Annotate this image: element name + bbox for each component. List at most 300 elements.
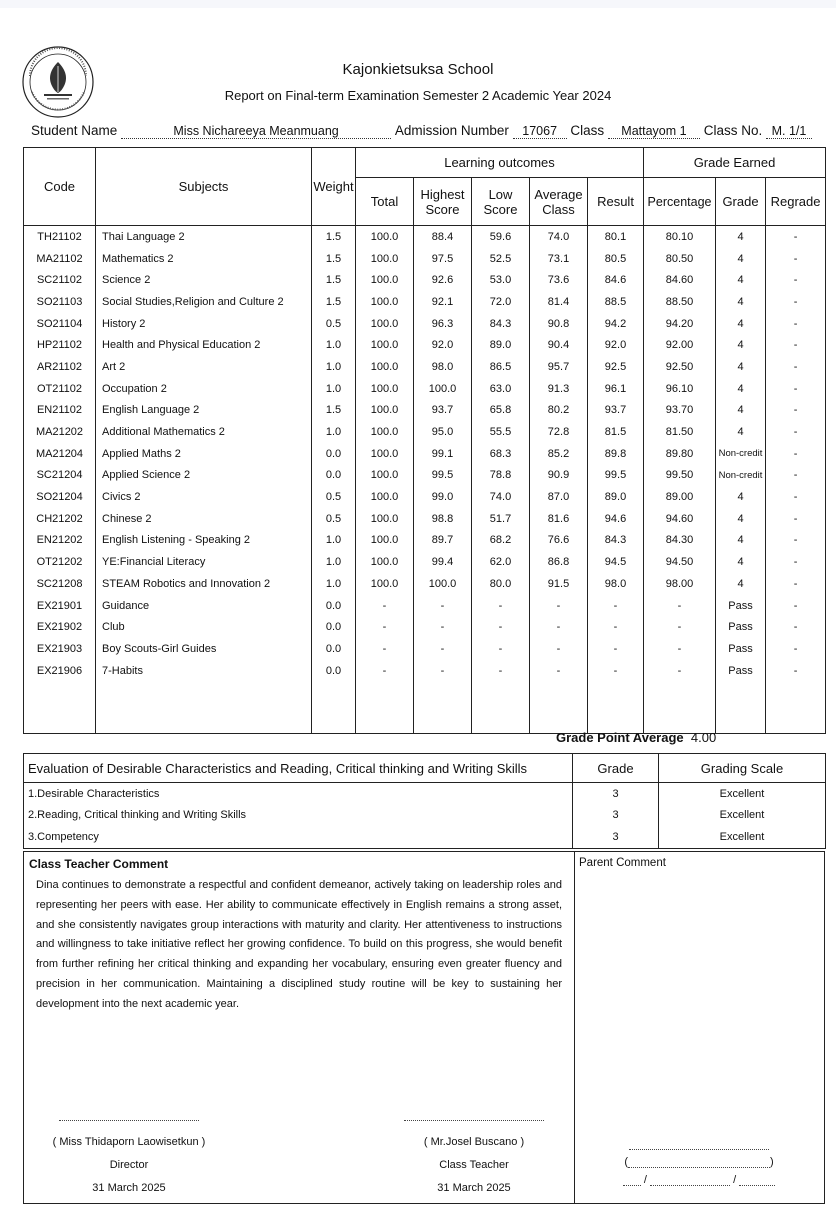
subject-result: 89.8 [588, 443, 644, 465]
admission-number-label: Admission Number [394, 123, 509, 138]
evaluation-scale-header: Grading Scale [659, 754, 826, 783]
subject-grade: 4 [716, 313, 766, 335]
teacher-comment-box [24, 852, 575, 1203]
school-name: Kajonkietsuksa School [342, 61, 494, 78]
gpa-label: Grade Point Average [556, 730, 684, 745]
subject-average: 90.9 [530, 465, 588, 487]
subject-result: 96.1 [588, 378, 644, 400]
director-date: 31 March 2025 [92, 1182, 166, 1194]
subject-highest: 100.0 [414, 378, 472, 400]
subject-grade: 4 [716, 486, 766, 508]
subject-average: 90.4 [530, 334, 588, 356]
subject-total: 100.0 [356, 269, 414, 291]
subject-low: - [472, 638, 530, 660]
col-result: Result [588, 178, 644, 226]
subject-name: 7-Habits [96, 660, 312, 682]
subject-highest: 99.0 [414, 486, 472, 508]
subject-result: - [588, 595, 644, 617]
subject-result: 80.5 [588, 248, 644, 270]
subject-highest: 97.5 [414, 248, 472, 270]
subject-name: Civics 2 [96, 486, 312, 508]
subject-weight: 0.0 [312, 638, 356, 660]
subject-weight: 1.5 [312, 400, 356, 422]
subject-total: 100.0 [356, 378, 414, 400]
subject-highest: - [414, 660, 472, 682]
teacher-comment-title: Class Teacher Comment [29, 857, 169, 871]
col-code: Code [24, 148, 96, 226]
subject-highest: 92.1 [414, 291, 472, 313]
subject-code: EX21906 [24, 660, 96, 682]
empty-cell [24, 681, 96, 734]
student-name-value: Miss Nichareeya Meanmuang [121, 124, 391, 139]
subject-percentage: - [644, 595, 716, 617]
subject-percentage: 89.00 [644, 486, 716, 508]
subject-total: 100.0 [356, 356, 414, 378]
subject-average: 73.1 [530, 248, 588, 270]
subject-row [24, 226, 826, 248]
evaluation-item: 3.Competency [24, 826, 573, 848]
subject-weight: 0.0 [312, 660, 356, 682]
subject-weight: 0.5 [312, 313, 356, 335]
subject-name: STEAM Robotics and Innovation 2 [96, 573, 312, 595]
subject-percentage: 81.50 [644, 421, 716, 443]
grades-table [23, 147, 826, 734]
subject-name: Thai Language 2 [96, 226, 312, 248]
parent-date-month-line [650, 1185, 730, 1186]
subject-regrade: - [766, 443, 826, 465]
subject-total: 100.0 [356, 443, 414, 465]
subject-percentage: - [644, 638, 716, 660]
subject-weight: 0.0 [312, 443, 356, 465]
subject-average: 91.3 [530, 378, 588, 400]
subject-row [24, 334, 826, 356]
subject-row [24, 660, 826, 682]
parent-signature [614, 1138, 784, 1192]
col-percentage: Percentage [644, 178, 716, 226]
col-grade: Grade [716, 178, 766, 226]
empty-cell [414, 681, 472, 734]
learning-outcomes-header: Learning outcomes [356, 148, 644, 178]
director-role: Director [109, 1159, 149, 1171]
subject-percentage: 92.50 [644, 356, 716, 378]
col-regrade: Regrade [766, 178, 826, 226]
subject-row [24, 443, 826, 465]
subject-total: 100.0 [356, 226, 414, 248]
subject-result: - [588, 638, 644, 660]
empty-cell [716, 681, 766, 734]
subject-grade: 4 [716, 551, 766, 573]
subject-percentage: - [644, 660, 716, 682]
subject-percentage: - [644, 616, 716, 638]
subject-row [24, 291, 826, 313]
subject-weight: 1.5 [312, 248, 356, 270]
subject-average: 81.4 [530, 291, 588, 313]
subject-weight: 0.5 [312, 486, 356, 508]
subject-percentage: 89.80 [644, 443, 716, 465]
evaluation-grade: 3 [573, 826, 659, 848]
subject-result: 80.1 [588, 226, 644, 248]
subject-highest: 99.1 [414, 443, 472, 465]
teacher-date: 31 March 2025 [437, 1182, 511, 1194]
empty-cell [644, 681, 716, 734]
parent-date-day-line [623, 1185, 641, 1186]
subject-highest: 92.0 [414, 334, 472, 356]
subject-name: Occupation 2 [96, 378, 312, 400]
subject-total: 100.0 [356, 486, 414, 508]
subject-name: YE:Financial Literacy [96, 551, 312, 573]
subject-grade: Non-credit [716, 443, 766, 465]
subject-highest: 93.7 [414, 400, 472, 422]
subject-code: EN21102 [24, 400, 96, 422]
subject-low: 62.0 [472, 551, 530, 573]
subject-weight: 1.5 [312, 226, 356, 248]
subject-row [24, 465, 826, 487]
subject-weight: 1.0 [312, 551, 356, 573]
subject-average: 90.8 [530, 313, 588, 335]
subject-percentage: 84.60 [644, 269, 716, 291]
subject-grade: Pass [716, 616, 766, 638]
director-signature-line [59, 1120, 199, 1121]
subject-percentage: 98.00 [644, 573, 716, 595]
subject-highest: 100.0 [414, 573, 472, 595]
subject-name: English Listening - Speaking 2 [96, 530, 312, 552]
subject-total: 100.0 [356, 573, 414, 595]
subject-regrade: - [766, 356, 826, 378]
teacher-role: Class Teacher [439, 1159, 509, 1171]
empty-cell [472, 681, 530, 734]
empty-cell [766, 681, 826, 734]
subject-code: SC21208 [24, 573, 96, 595]
subject-row [24, 248, 826, 270]
subject-result: 89.0 [588, 486, 644, 508]
subject-weight: 1.0 [312, 421, 356, 443]
subject-low: - [472, 595, 530, 617]
subject-code: MA21204 [24, 443, 96, 465]
subject-name: Science 2 [96, 269, 312, 291]
subject-code: MA21102 [24, 248, 96, 270]
subject-percentage: 93.70 [644, 400, 716, 422]
subject-average: - [530, 638, 588, 660]
subject-low: 55.5 [472, 421, 530, 443]
col-total: Total [356, 178, 414, 226]
subject-highest: 98.0 [414, 356, 472, 378]
subject-weight: 1.0 [312, 573, 356, 595]
subject-average: 81.6 [530, 508, 588, 530]
evaluation-row [24, 826, 826, 848]
subject-result: 98.0 [588, 573, 644, 595]
subject-average: - [530, 595, 588, 617]
subject-total: 100.0 [356, 334, 414, 356]
subject-grade: 4 [716, 508, 766, 530]
subject-highest: 96.3 [414, 313, 472, 335]
admission-number-value: 17067 [513, 124, 567, 139]
evaluation-grade-header: Grade [573, 754, 659, 783]
subject-weight: 1.0 [312, 334, 356, 356]
subject-name: Additional Mathematics 2 [96, 421, 312, 443]
parent-date-sep-2: / [733, 1174, 737, 1186]
subject-weight: 0.0 [312, 465, 356, 487]
subject-regrade: - [766, 508, 826, 530]
subject-code: TH21102 [24, 226, 96, 248]
subject-name: Applied Maths 2 [96, 443, 312, 465]
parent-signature-line [629, 1149, 769, 1150]
subject-name: Club [96, 616, 312, 638]
subject-total: 100.0 [356, 551, 414, 573]
subject-low: 51.7 [472, 508, 530, 530]
subject-code: SC21102 [24, 269, 96, 291]
subject-row [24, 400, 826, 422]
subject-name: Social Studies,Religion and Culture 2 [96, 291, 312, 313]
col-weight: Weight [312, 148, 356, 226]
subject-grade: 4 [716, 248, 766, 270]
subject-low: 80.0 [472, 573, 530, 595]
subject-code: SO21104 [24, 313, 96, 335]
subject-grade: Pass [716, 595, 766, 617]
parent-paren-close: ) [770, 1156, 774, 1168]
subject-percentage: 94.20 [644, 313, 716, 335]
subject-average: - [530, 616, 588, 638]
gpa-value: 4.00 [690, 730, 717, 745]
grade-earned-header: Grade Earned [644, 148, 826, 178]
subject-percentage: 88.50 [644, 291, 716, 313]
subject-row [24, 595, 826, 617]
subject-average: 91.5 [530, 573, 588, 595]
empty-row [24, 681, 826, 734]
subject-regrade: - [766, 378, 826, 400]
subject-total: 100.0 [356, 313, 414, 335]
subject-grade: 4 [716, 530, 766, 552]
subject-grade: 4 [716, 421, 766, 443]
report-title: Report on Final-term Examination Semester 2 Academic Year 2024 [224, 88, 612, 103]
school-logo [22, 46, 94, 118]
subject-weight: 1.0 [312, 378, 356, 400]
subject-highest: - [414, 616, 472, 638]
subject-total: 100.0 [356, 530, 414, 552]
subject-weight: 1.0 [312, 356, 356, 378]
subject-name: English Language 2 [96, 400, 312, 422]
subject-weight: 0.0 [312, 595, 356, 617]
subject-total: - [356, 660, 414, 682]
subject-code: EX21902 [24, 616, 96, 638]
subject-regrade: - [766, 530, 826, 552]
subject-name: Applied Science 2 [96, 465, 312, 487]
subject-code: MA21202 [24, 421, 96, 443]
subject-grade: 4 [716, 400, 766, 422]
parent-name-line [628, 1167, 770, 1168]
subject-average: - [530, 660, 588, 682]
subject-row [24, 313, 826, 335]
subject-row [24, 486, 826, 508]
subject-code: OT21202 [24, 551, 96, 573]
subject-name: Boy Scouts-Girl Guides [96, 638, 312, 660]
col-low-score: Low Score [472, 178, 530, 226]
subject-row [24, 378, 826, 400]
subject-regrade: - [766, 465, 826, 487]
subject-row [24, 616, 826, 638]
teacher-name: ( Mr.Josel Buscano ) [423, 1136, 525, 1148]
teacher-signature-line [404, 1120, 544, 1121]
subject-average: 76.6 [530, 530, 588, 552]
col-subjects: Subjects [96, 148, 312, 226]
subject-average: 72.8 [530, 421, 588, 443]
teacher-signature [394, 1120, 554, 1200]
subject-total: 100.0 [356, 465, 414, 487]
student-info [31, 123, 822, 139]
parent-comment-box [574, 852, 824, 1203]
report-card [0, 8, 836, 1215]
subject-result: 92.5 [588, 356, 644, 378]
parent-date-sep-1: / [643, 1174, 647, 1186]
subject-result: 93.7 [588, 400, 644, 422]
subject-row [24, 269, 826, 291]
teacher-comment-text: Dina continues to demonstrate a respectful and confident demeanor, actively taking on leadership roles and representing her peers with ease. Her ability to communicate effectively in English remains a strong asset, and she consistently navigates group interactions with maturity and clarity. Her attentiveness to instructions and willingness to take initiative reflect her growing confidence. To build on this progress, she would benefit from further refining her critical thinking and expanding her vocabulary, ensuring even greater fluency and precision in her communication. Maintaining a disciplined study routine will be key to sustaining her development into the next academic year. [36, 879, 562, 1010]
subject-low: - [472, 616, 530, 638]
subject-grade: 4 [716, 269, 766, 291]
subject-low: 53.0 [472, 269, 530, 291]
parent-date-year-line [739, 1185, 775, 1186]
subject-percentage: 94.60 [644, 508, 716, 530]
subject-row [24, 530, 826, 552]
subject-highest: 92.6 [414, 269, 472, 291]
empty-cell [530, 681, 588, 734]
subject-name: Art 2 [96, 356, 312, 378]
subject-weight: 1.5 [312, 291, 356, 313]
subject-grade: Non-credit [716, 465, 766, 487]
subject-weight: 1.5 [312, 269, 356, 291]
subject-low: 65.8 [472, 400, 530, 422]
subject-result: 92.0 [588, 334, 644, 356]
student-name-label: Student Name [31, 123, 118, 138]
subject-regrade: - [766, 421, 826, 443]
subject-percentage: 96.10 [644, 378, 716, 400]
subject-weight: 0.5 [312, 508, 356, 530]
subject-grade: 4 [716, 378, 766, 400]
subject-low: 63.0 [472, 378, 530, 400]
subject-regrade: - [766, 269, 826, 291]
subject-code: SO21103 [24, 291, 96, 313]
subject-total: 100.0 [356, 508, 414, 530]
subject-total: 100.0 [356, 400, 414, 422]
subject-average: 80.2 [530, 400, 588, 422]
subject-average: 85.2 [530, 443, 588, 465]
subject-weight: 0.0 [312, 616, 356, 638]
subject-result: 81.5 [588, 421, 644, 443]
col-highest-score: Highest Score [414, 178, 472, 226]
director-name: ( Miss Thidaporn Laowisetkun ) [52, 1136, 206, 1148]
subject-code: HP21102 [24, 334, 96, 356]
subject-regrade: - [766, 638, 826, 660]
subject-code: SO21204 [24, 486, 96, 508]
subject-code: SC21204 [24, 465, 96, 487]
subject-regrade: - [766, 551, 826, 573]
subject-regrade: - [766, 400, 826, 422]
subject-total: 100.0 [356, 421, 414, 443]
empty-cell [96, 681, 312, 734]
comments-section [23, 851, 825, 1204]
subject-highest: 99.4 [414, 551, 472, 573]
subject-name: History 2 [96, 313, 312, 335]
parent-paren-open: ( [624, 1156, 628, 1168]
subject-low: 84.3 [472, 313, 530, 335]
subject-row [24, 638, 826, 660]
evaluation-header: Evaluation of Desirable Characteristics and Reading, Critical thinking and Writing Skills [24, 754, 573, 783]
class-no-value: M. 1/1 [766, 124, 812, 139]
subject-regrade: - [766, 616, 826, 638]
subject-highest: 89.7 [414, 530, 472, 552]
parent-comment-title: Parent Comment [579, 857, 666, 869]
subject-highest: 99.5 [414, 465, 472, 487]
subject-code: OT21102 [24, 378, 96, 400]
evaluation-scale: Excellent [659, 805, 826, 827]
subject-result: 88.5 [588, 291, 644, 313]
subject-highest: - [414, 595, 472, 617]
subject-name: Guidance [96, 595, 312, 617]
subject-result: 99.5 [588, 465, 644, 487]
subject-percentage: 99.50 [644, 465, 716, 487]
evaluation-grade: 3 [573, 805, 659, 827]
subject-regrade: - [766, 573, 826, 595]
class-value: Mattayom 1 [608, 124, 700, 139]
subject-result: 94.6 [588, 508, 644, 530]
subject-row [24, 421, 826, 443]
subject-result: - [588, 660, 644, 682]
grades-body [24, 226, 826, 734]
subject-regrade: - [766, 334, 826, 356]
subject-percentage: 84.30 [644, 530, 716, 552]
evaluation-row [24, 805, 826, 827]
subject-percentage: 80.50 [644, 248, 716, 270]
subject-grade: 4 [716, 356, 766, 378]
subject-grade: 4 [716, 291, 766, 313]
subject-average: 74.0 [530, 226, 588, 248]
empty-cell [312, 681, 356, 734]
evaluation-scale: Excellent [659, 783, 826, 805]
subject-highest: 98.8 [414, 508, 472, 530]
gpa [556, 730, 716, 745]
director-signature [44, 1120, 214, 1200]
subject-row [24, 551, 826, 573]
subject-low: 52.5 [472, 248, 530, 270]
subject-regrade: - [766, 291, 826, 313]
subject-regrade: - [766, 313, 826, 335]
subject-low: 59.6 [472, 226, 530, 248]
subject-grade: 4 [716, 573, 766, 595]
subject-total: 100.0 [356, 248, 414, 270]
subject-average: 87.0 [530, 486, 588, 508]
subject-grade: 4 [716, 334, 766, 356]
subject-low: 72.0 [472, 291, 530, 313]
evaluation-table [23, 753, 826, 849]
subject-percentage: 94.50 [644, 551, 716, 573]
subject-regrade: - [766, 486, 826, 508]
subject-name: Health and Physical Education 2 [96, 334, 312, 356]
subject-row [24, 356, 826, 378]
subject-row [24, 508, 826, 530]
evaluation-row [24, 783, 826, 805]
subject-low: 68.3 [472, 443, 530, 465]
subject-regrade: - [766, 660, 826, 682]
subject-regrade: - [766, 226, 826, 248]
subject-low: 68.2 [472, 530, 530, 552]
subject-low: 86.5 [472, 356, 530, 378]
subject-percentage: 80.10 [644, 226, 716, 248]
subject-highest: 88.4 [414, 226, 472, 248]
subject-weight: 1.0 [312, 530, 356, 552]
subject-regrade: - [766, 248, 826, 270]
subject-name: Mathematics 2 [96, 248, 312, 270]
subject-regrade: - [766, 595, 826, 617]
subject-name: Chinese 2 [96, 508, 312, 530]
